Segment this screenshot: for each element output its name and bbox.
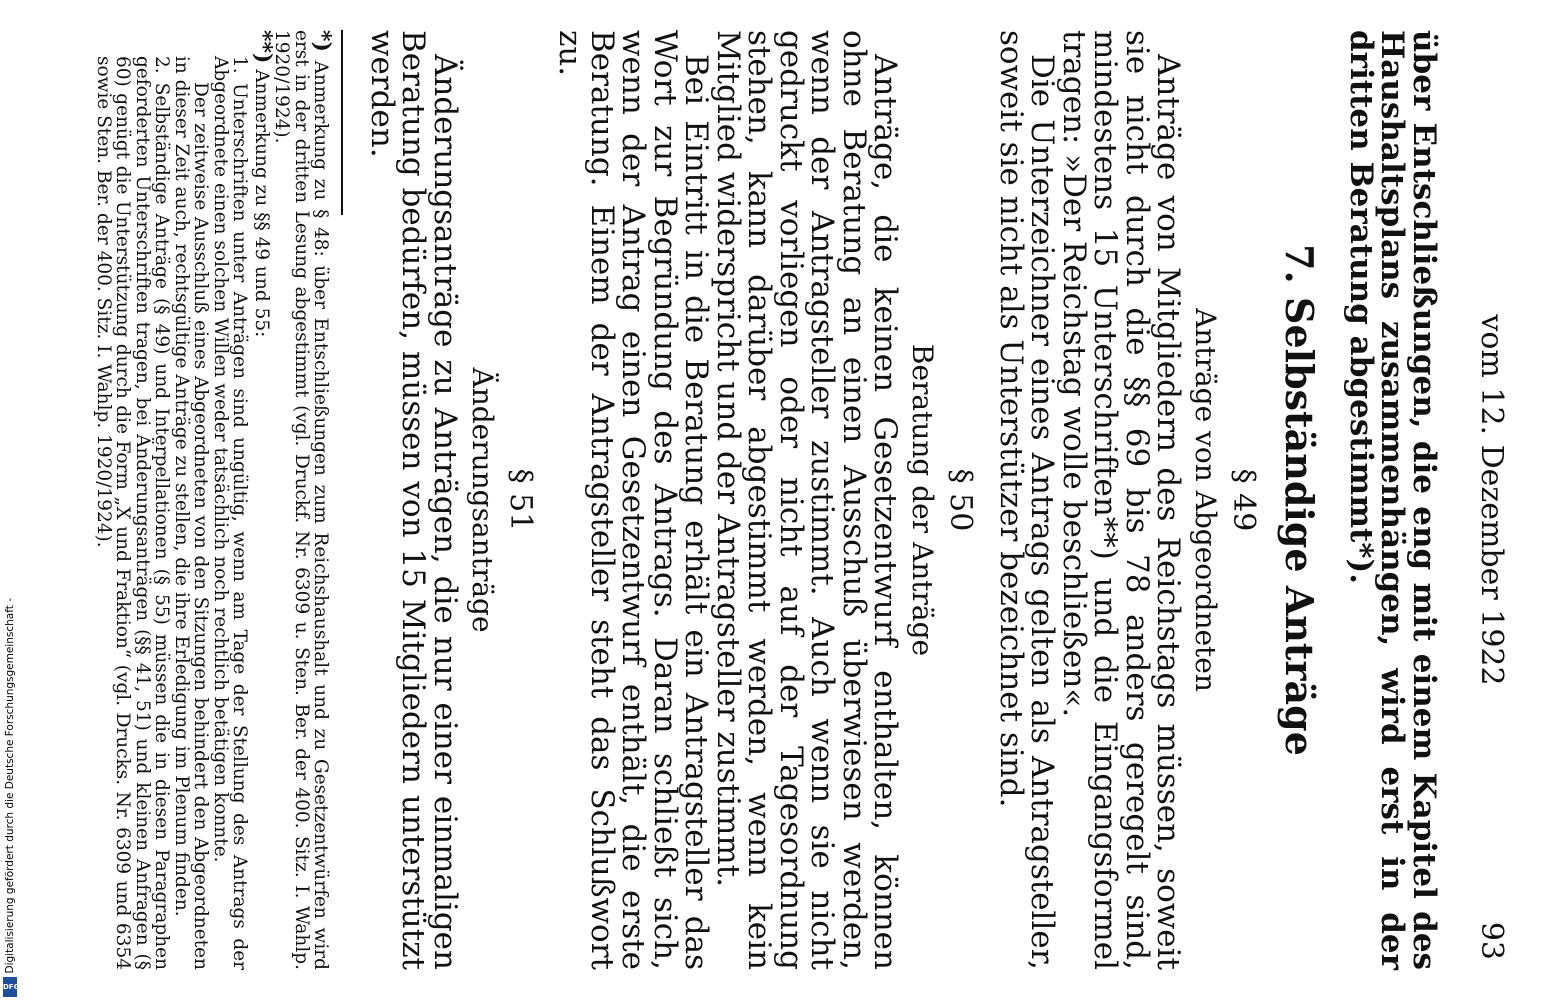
section-49-title: Anträge von Abgeordneten (1189, 308, 1223, 692)
section-51-title: Änderungsanträge (466, 367, 499, 633)
footnote-divider (342, 30, 344, 215)
footnote-2-item-2: 2. Selbständige Anträge (§ 49) und Interpellationen (§ 55) müssen die in diesen Paragraphen geforderten Unterschriften tragen, bei Änderungsanträgen (§§ 41, 51) und kleinen Anfragen (§ 60) genügt die Unterstützung durch die Form „X und Fraktion“ (vgl. Drucks. Nr. 6309 und 6354 sowie Sten. Ber. der 400. Sitz. I. Wahlp. 1920/1924). (93, 56, 173, 970)
page-number: 93 (1474, 921, 1509, 960)
footnote-2-mark: **) (250, 30, 276, 64)
footnote-2-head (250, 30, 276, 970)
footnote-1-mark: *) (309, 30, 336, 52)
section-50-title: Beratung der Anträge (906, 343, 940, 657)
section-49-number: § 49 (1226, 468, 1262, 532)
footnote-2-item-1: 1. Unterschriften unter Anträgen sind ungültig, wenn am Tage der Stellung des Antrags der Abgeordnete einen solchen Willen weder tatsächlich noch rechtlich betätigen konnte. (210, 56, 251, 970)
footnote-2-heading: Anmerkung zu §§ 49 und 55: (251, 69, 272, 338)
digitization-sidebar (0, 0, 22, 1000)
section-50-number: § 50 (943, 468, 979, 532)
section-49-paragraph-1: Anträge von Mitgliedern des Reichstags müssen, soweit sie nicht durch die §§ 69 bis 78 anders geregelt sind, mindestens 15 Unterschriften**) und die Eingangsformel tragen: »Der Reichstag wolle beschließen«. (1056, 30, 1187, 970)
digitization-credit: Digitalisierung gefördert durch die Deutsche Forschungsgemeinschaft - (4, 598, 16, 974)
page-header (1469, 30, 1509, 970)
section-50-paragraph-2: Bei Eintritt in die Beratung erhält ein Antragsteller das Wort zur Begründung des Antrags. Daran schließt sich, wenn der Antrag einen Gesetzentwurf enthält, die erste Beratung. Einem der Antragsteller steht das Schlußwort zu. (552, 30, 715, 970)
header-date: vom 12. Dezember 1922 (1474, 314, 1509, 686)
footnotes (93, 30, 336, 970)
page-body (94, 30, 1440, 970)
section-50-paragraph-1: Anträge, die keinen Gesetzentwurf enthalten, können ohne Beratung an einen Ausschuß überwiesen werden, wenn der Antragsteller zustimmt. Auch wenn sie nicht gedruckt vorliegen oder nicht auf der Tagesordnung stehen, kann darüber abgestimmt werden, wenn kein Mitglied widerspricht und der Antragsteller zustimmt. (710, 30, 904, 970)
section-51-number: § 51 (503, 468, 538, 532)
footnote-1 (271, 30, 336, 970)
footnote-2-item-1b: Der zeitweise Ausschluß eines Abgeordneten von den Sitzungen behindert den Abgeordneten in dieser Zeit auch, rechtsgültige Anträge zu stellen, die ihre Erledigung im Plenum finden. (171, 56, 212, 970)
section-51-paragraph-1: Änderungsanträge zu Anträgen, die nur einer einmaligen Beratung bedürfen, müssen von 15 Mitgliedern unterstützt werden. (364, 30, 463, 970)
section-49-paragraph-2: Die Unterzeichner eines Antrags gelten als Antragsteller, soweit sie nicht als Unterstützer bezeichnet sind. (993, 30, 1061, 970)
chapter-heading: 7. Selbständige Anträge (1277, 244, 1323, 756)
footnote-1-text: Anmerkung zu § 48: über Entschließungen zum Reichshaushalt und zu Gesetzentwürfen wird erst in der dritten Lesung abgestimmt (vgl. Druckf. Nr. 6309 u. Sten. Ber. der 400. Sitz. I. Wahlp. 1920/1924). (271, 30, 332, 970)
intro-paragraph: über Entschließungen, die eng mit einem Kapitel des Haushaltsplans zusammenhängen, wird erst in der dritten Beratung abgestimmt*). (1343, 30, 1442, 970)
dfg-logo-icon: DFG (3, 977, 17, 997)
